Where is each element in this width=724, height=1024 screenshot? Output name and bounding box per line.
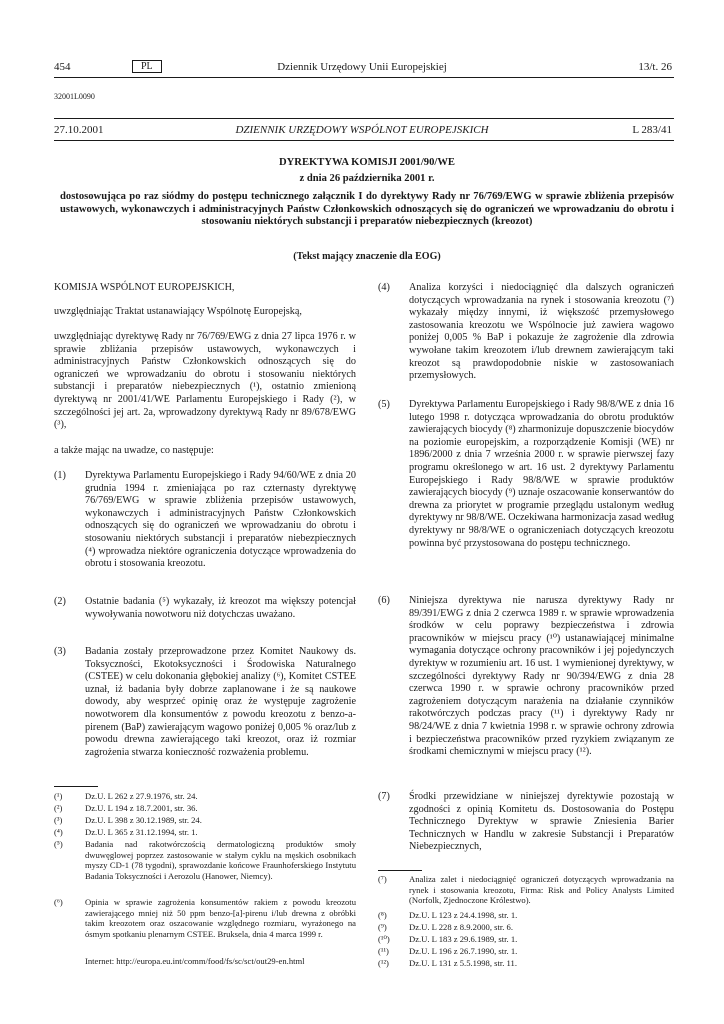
footnote-text: Dz.U. L 183 z 29.6.1989, str. 1.: [409, 934, 518, 944]
recital-text: Analiza korzyści i niedociągnięć dla dalszych ograniczeń dotyczących wprowadzania na rynek i stosowania kreozotu (⁷) wykazały między innymi, iż większość przemysłowego zastosowania kreozotu we Wspólnocie już zawiera wagowo poniżej 0,005 % BaP i pokazuje że zagrożenie dla zdrowia wywołane takim kreozotem i/lub drewnem zawierającym taki kreozot są prawdopodobnie niskie w zastosowaniach przemysłowych.: [409, 282, 674, 382]
preamble-council-directive: uwzględniając dyrektywę Rady nr 76/769/EWG z dnia 27 lipca 1976 r. w sprawie zbliżania przepisów ustawowych, wykonawczych i administracyjnych Państw Członkowskich odnoszących się do ograniczeń we wprowadzaniu do obrotu i stosowaniu niektórych substancji i preparatów niebezpiecznych (¹), ostatnio zmienioną dyrektywą nr 2001/41/WE Parlamentu Europejskiego i Rady (²), w szczególności jej art. 2a, wprowadzony dyrektywą Rady nr 89/678/EWG (³),: [54, 331, 356, 431]
footnote-text: Dz.U. L 365 z 31.12.1994, str. 1.: [85, 827, 198, 837]
footnote-text: Dz.U. L 131 z 5.5.1998, str. 11.: [409, 958, 517, 968]
directive-title: DYREKTYWA KOMISJI 2001/90/WE: [279, 157, 455, 168]
footnote-number: (³): [54, 815, 63, 825]
directive-date: z dnia 26 października 2001 r.: [299, 173, 435, 184]
footnote-number: (⁷): [378, 874, 387, 884]
footnote-text: Dz.U. L 194 z 18.7.2001, str. 36.: [85, 803, 198, 813]
journal-title: Dziennik Urzędowy Unii Europejskiej: [277, 61, 447, 73]
footnote-number: (¹¹): [378, 946, 389, 956]
header-divider: [54, 77, 674, 78]
footnote-separator-right: [378, 870, 422, 871]
recital-number: (1): [54, 470, 66, 481]
recital-text: Badania zostały przeprowadzone przez Komitet Naukowy ds. Toksyczności, Ekotoksyczności i Środowiska Naturalnego (CSTEE) w celu dokonania głębokiej analizy (⁶), Komitet CSTEE uznał, iż badania były dobrze zaplanowane i że są naukowe dowody, aby wesprzeć opinię oraz że występuje zagrożenie nowotworem dla konsumentów z powodu kreozotu z benzo-a-pirenem (BaP) zawierającym wagowo poniżej 0,005 % oraz/lub z powodu drewna zawierającego taki kreozot, oraz iż rozmiar zagrożenia stwarza konieczność rozważenia problemu.: [85, 646, 356, 758]
footnote-number: (⁶): [54, 897, 63, 907]
recital-number: (4): [378, 282, 390, 293]
footnote-url[interactable]: Internet: http://europa.eu.int/comm/food/fs/sc/sct/out29-en.html: [85, 956, 305, 966]
footnote-text: Dz.U. L 123 z 24.4.1998, str. 1.: [409, 910, 518, 920]
preamble-commission: KOMISJA WSPÓLNOT EUROPEJSKICH,: [54, 282, 235, 293]
journal-reference: L 283/41: [632, 124, 672, 136]
directive-subject: dostosowująca po raz siódmy do postępu technicznego załącznik I do dyrektywy Rady nr 76/769/EWG w sprawie zbliżenia przepisów ustawowych, wykonawczych i administracyjnych Państw Członkowskich odnoszących się do ograniczeń we wprowadzaniu do obrotu i stosowaniu niektórych substancji i preparatów niebezpiecznych (kreozot): [60, 191, 674, 227]
footnote-number: (⁴): [54, 827, 63, 837]
recital-text: Dyrektywa Parlamentu Europejskiego i Rady 98/8/WE z dnia 16 lutego 1998 r. dotycząca wprowadzania do obrotu produktów zawierających biocydy (⁸) zharmonizuje dopuszczenie biocydów na poziomie europejskim, a rozporządzenie Komisji (WE) nr 1896/2000 z dnia 7 września 2000 r. w sprawie pierwszej fazy programu określonego w art. 16 ust. 2 dyrektywy Parlamentu Europejskiego i Rady 98/8/WE w sprawie produktów zawierających biocydy (⁹) uznaje oszacowanie konserwantów do drewna za priorytet w programie przeglądu ustalonym według dyrektywy nr 98/8/WE. Oczekiwana harmonizacja zasad według dyrektywy nr 98/8/WE o ograniczeniach dotyczących kreozotu powinna być przystosowana do postępu technicznego.: [409, 399, 674, 549]
footnote-number: (¹⁰): [378, 934, 390, 944]
recital-number: (7): [378, 791, 390, 802]
recital-text: Ostatnie badania (⁵) wykazały, iż kreozot ma większy potencjał wywoływania nowotworu niż dotychczas uważano.: [85, 596, 356, 620]
recital-text: Dyrektywa Parlamentu Europejskiego i Rady 94/60/WE z dnia 20 grudnia 1994 r. zmieniająca po raz czternasty dyrektywę 76/769/EWG w sprawie zbliżenia przepisów ustawowych, wykonawczych i administracyjnych Państw Członkowskich odnoszących się do ograniczeń we wprowadzaniu do obrotu i stosowaniu niektórych substancji i preparatów niebezpiecznych (⁴) wprowadza niektóre ograniczenia dotyczące wprowadzenia do obrotu i stosowania kreozotu.: [85, 470, 356, 570]
publication-date: 27.10.2001: [54, 124, 104, 136]
footnote-number: (⁵): [54, 839, 63, 849]
recital-number: (5): [378, 399, 390, 410]
recital-number: (3): [54, 646, 66, 657]
preamble-treaty: uwzględniając Traktat ustanawiający Wspólnotę Europejską,: [54, 306, 302, 317]
footnote-number: (⁸): [378, 910, 387, 920]
footnote-text: Opinia w sprawie zagrożenia konsumentów rakiem z powodu kreozotu zawierającego mniej niż 50 ppm benzo-[a]-pirenu i/lub drewna z obróbki takim kreozotem oraz oszacowanie względnego rozmiaru, wyrażonego na ósmym spotkaniu plenarnym CSTEE. Bruksela, dnia 4 marca 1999 r.: [85, 897, 356, 939]
subheader-bottom-rule: [54, 140, 674, 141]
language-badge: PL: [132, 60, 162, 73]
footnote-number: (¹²): [378, 958, 389, 968]
recital-number: (6): [378, 595, 390, 606]
volume-label: 13/t. 26: [638, 61, 672, 73]
footnote-number: (⁹): [378, 922, 387, 932]
footnote-text: Dz.U. L 398 z 30.12.1989, str. 24.: [85, 815, 202, 825]
footnote-text: Dz.U. L 196 z 26.7.1990, str. 1.: [409, 946, 518, 956]
footnote-number: (¹): [54, 791, 63, 801]
footnote-text: Dz.U. L 262 z 27.9.1976, str. 24.: [85, 791, 198, 801]
footnote-separator-left: [54, 786, 98, 787]
preamble-whereas: a także mając na uwadze, co następuje:: [54, 445, 214, 456]
footnote-text: Analiza zalet i niedociągnięć ograniczeń dotyczących wprowadzania na rynek i stosowania kreozotu, Firma: Risk and Policy Analysts Limited (Norfolk, Zjednoczone Królestwo).: [409, 874, 674, 906]
eea-relevance-note: (Tekst mający znaczenie dla EOG): [293, 251, 441, 262]
footnote-text: Badania nad rakotwórczością dermatologiczną produktów smoły dwuwęglowej poprzez zastosowanie w stałym cyklu na męskich osobnikach myszy CD-1 (78 tygodni), sprawozdanie końcowe Fraunhoferskiego Instytutu Badania Toksyczności i Aerozolu (Hanower, Niemcy).: [85, 839, 356, 881]
page-number: 454: [54, 61, 71, 73]
subheader-top-rule: [54, 118, 674, 119]
recital-number: (2): [54, 596, 66, 607]
recital-text: Niniejsza dyrektywa nie narusza dyrektywy Rady nr 89/391/EWG z dnia 2 czerwca 1989 r. w sprawie wprowadzenia środków w celu poprawy bezpieczeństwa i zdrowia pracowników w miejscu pracy (¹⁰) ustanawiającej minimalne wymagania dotyczące ochrony pracowników i jej pojedynczych dyrektyw w rozumieniu art. 16 ust. 1 wymienionej dyrektywy, w szczególności dyrektywy Rady nr 90/394/EWG z dnia 28 czerwca 1990 r. w sprawie ochrony pracowników przed zagrożeniem dotyczącym narażenia na działanie czynników rakotwórczych podczas pracy (¹¹) i dyrektywy Rady nr 98/24/WE z dnia 7 kwietnia 1998 r. w sprawie ochrony zdrowia i bezpieczeństwa pracowników przed ryzykiem związanym ze środkami chemicznymi w miejscu pracy (¹²).: [409, 595, 674, 758]
celex-number: 32001L0090: [54, 92, 95, 101]
recital-text: Środki przewidziane w niniejszej dyrektywie pozostają w zgodności z opinią Komitetu ds. Dostosowania do Postępu Technicznego Dyrektyw w sprawie Zniesienia Barier Technicznych w Handlu w zakresie Substancji i Preparatów Niebezpiecznych,: [409, 791, 674, 853]
official-journal-name: DZIENNIK URZĘDOWY WSPÓLNOT EUROPEJSKICH: [235, 124, 489, 136]
footnote-number: (²): [54, 803, 63, 813]
footnote-text: Dz.U. L 228 z 8.9.2000, str. 6.: [409, 922, 513, 932]
